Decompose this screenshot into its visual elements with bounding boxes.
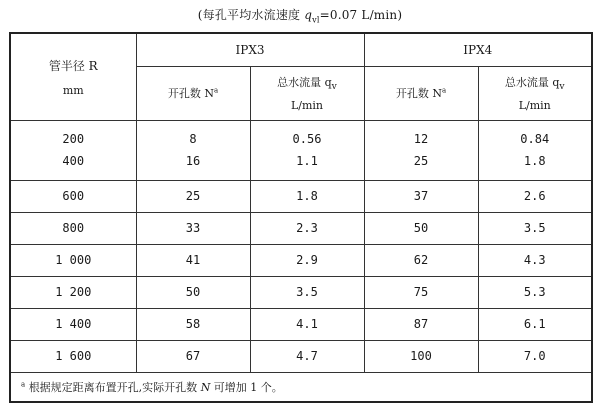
holes-marker: a	[441, 86, 447, 95]
header-holes-ipx3	[136, 66, 250, 120]
cell-holes-ipx4: 12 25	[364, 120, 478, 180]
table-row	[10, 120, 592, 180]
footnote-text-after: 可增加 1 个。	[210, 380, 283, 394]
table-row	[10, 244, 592, 276]
cell-holes-ipx3: 8 16	[136, 120, 250, 180]
cell-flow-ipx3: 0.56 1.1	[250, 120, 364, 180]
cell-holes-ipx3: 25	[136, 180, 250, 212]
holes-label: 开孔数 N	[167, 87, 214, 100]
holes-marker: a	[213, 86, 219, 95]
cell-flow-ipx3: 2.3	[250, 212, 364, 244]
cell-flow-ipx4: 7.0	[478, 340, 592, 372]
cell-flow-ipx4: 2.6	[478, 180, 592, 212]
table-caption	[0, 6, 600, 24]
cell-flow-ipx4: 3.5	[478, 212, 592, 244]
cell-flow-ipx4: 4.3	[478, 244, 592, 276]
flow-label: 总水流量 q	[277, 76, 332, 90]
flow-unit: L/min	[518, 98, 551, 112]
cell-holes-ipx3: 50	[136, 276, 250, 308]
flow-subscript: v	[331, 81, 337, 93]
cell-radius: 200 400	[10, 120, 136, 180]
cell-radius: 1 200	[10, 276, 136, 308]
cell-flow-ipx3: 1.8	[250, 180, 364, 212]
caption-subscript: vl	[312, 15, 320, 25]
flow-rate-table	[9, 32, 593, 403]
cell-radius: 800	[10, 212, 136, 244]
cell-flow-ipx3: 4.7	[250, 340, 364, 372]
header-radius	[10, 33, 136, 120]
radius-label: 管半径 R	[48, 58, 98, 73]
footnote-marker: a	[21, 380, 26, 389]
header-group-ipx3: IPX3	[136, 33, 364, 66]
cell-holes-ipx3: 41	[136, 244, 250, 276]
cell-radius: 600	[10, 180, 136, 212]
caption-symbol: q	[304, 8, 313, 22]
cell-flow-ipx3: 3.5	[250, 276, 364, 308]
footnote-symbol: N	[200, 380, 211, 394]
flow-unit: L/min	[290, 98, 324, 112]
header-group-ipx4: IPX4	[364, 33, 592, 66]
footnote-row	[10, 372, 592, 402]
header-holes-ipx4	[364, 66, 478, 120]
cell-holes-ipx4: 100	[364, 340, 478, 372]
header-group-row	[10, 33, 592, 66]
table-row	[10, 308, 592, 340]
cell-radius: 1 000	[10, 244, 136, 276]
cell-holes-ipx4: 50	[364, 212, 478, 244]
footnote	[10, 372, 592, 402]
cell-holes-ipx4: 37	[364, 180, 478, 212]
radius-unit: mm	[62, 83, 84, 97]
cell-holes-ipx4: 87	[364, 308, 478, 340]
caption-suffix: =0.07 L/min)	[319, 8, 403, 22]
header-flow-ipx3	[250, 66, 364, 120]
cell-holes-ipx4: 62	[364, 244, 478, 276]
header-flow-ipx4	[478, 66, 592, 120]
cell-radius: 1 400	[10, 308, 136, 340]
cell-flow-ipx4: 0.84 1.8	[478, 120, 592, 180]
table-row	[10, 340, 592, 372]
cell-holes-ipx3: 58	[136, 308, 250, 340]
flow-subscript: v	[559, 81, 565, 93]
cell-flow-ipx3: 4.1	[250, 308, 364, 340]
table-row	[10, 276, 592, 308]
table-row	[10, 180, 592, 212]
cell-holes-ipx4: 75	[364, 276, 478, 308]
flow-label: 总水流量 q	[504, 76, 560, 90]
footnote-text-before: 根据规定距离布置开孔,实际开孔数	[28, 380, 201, 394]
cell-flow-ipx4: 6.1	[478, 308, 592, 340]
caption-prefix: (每孔平均水流速度	[197, 8, 301, 22]
cell-holes-ipx3: 67	[136, 340, 250, 372]
cell-flow-ipx4: 5.3	[478, 276, 592, 308]
cell-flow-ipx3: 2.9	[250, 244, 364, 276]
cell-holes-ipx3: 33	[136, 212, 250, 244]
table-row	[10, 212, 592, 244]
cell-radius: 1 600	[10, 340, 136, 372]
holes-label: 开孔数 N	[395, 87, 442, 100]
